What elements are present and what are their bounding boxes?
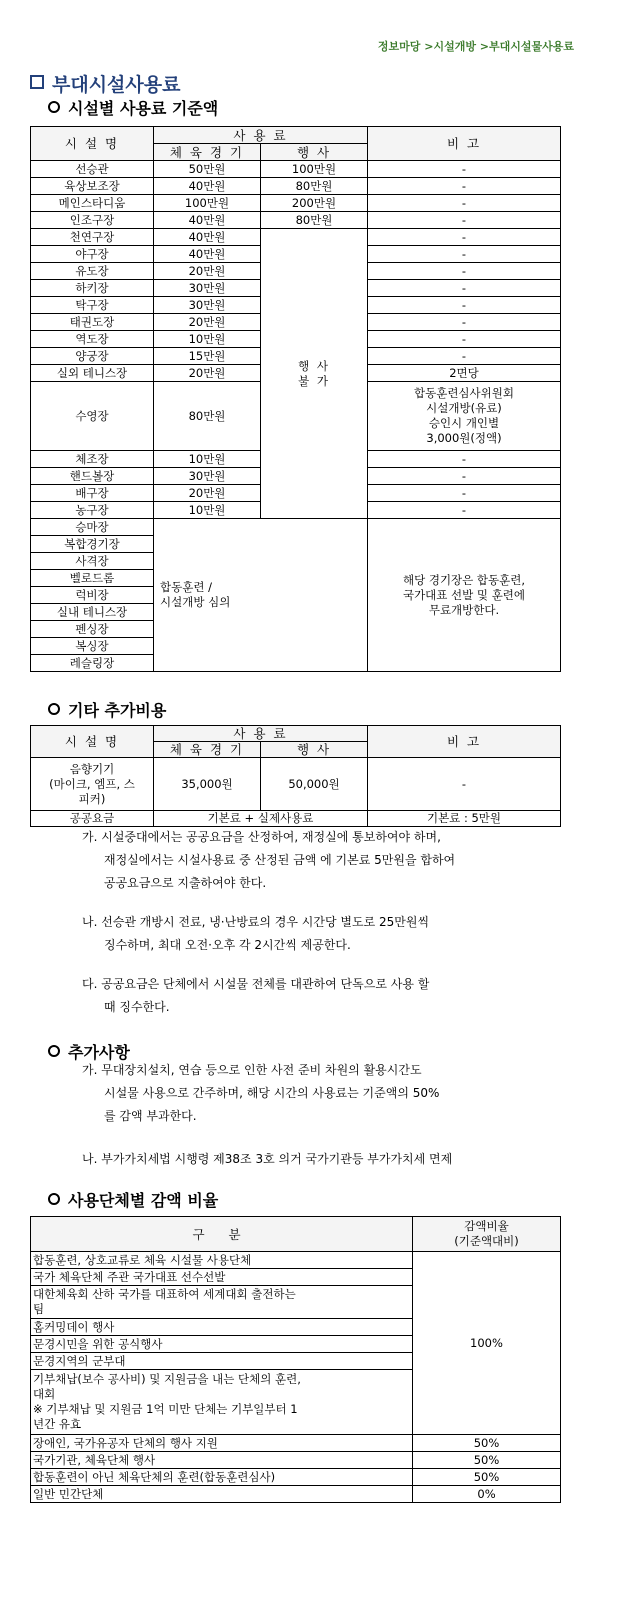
category: 기부채납(보수 공사비) 및 지원금을 내는 단체의 훈련, 대회 ※ 기부채납 및 지원금 1억 미만 단체는 기부일부터 1 년간 유효 xyxy=(31,1370,413,1435)
facility-name: 양궁장 xyxy=(31,348,154,365)
sports-fee: 20만원 xyxy=(154,314,261,331)
col-header-facility: 시 설 명 xyxy=(31,726,154,758)
category: 일반 민간단체 xyxy=(31,1486,413,1503)
remark: - xyxy=(368,195,561,212)
sports-fee: 10만원 xyxy=(154,451,261,468)
col-header-sports: 체 육 경 기 xyxy=(154,742,261,758)
remark: - xyxy=(368,229,561,246)
table-row xyxy=(31,161,561,178)
facility-name: 승마장 xyxy=(31,519,154,536)
table-row xyxy=(31,1486,561,1503)
facility-name: 유도장 xyxy=(31,263,154,280)
col-header-remarks: 비 고 xyxy=(368,726,561,758)
col-header-fee: 사 용 료 xyxy=(154,127,368,144)
review-fee: 합동훈련 / 시설개방 심의 xyxy=(154,519,368,672)
remark: 2면당 xyxy=(368,365,561,382)
remark: - xyxy=(368,246,561,263)
table-row xyxy=(31,1452,561,1469)
category: 합동훈련이 아닌 체육단체의 훈련(합동훈련심사) xyxy=(31,1469,413,1486)
sports-fee: 20만원 xyxy=(154,365,261,382)
additional-notes xyxy=(82,1059,562,1191)
rate: 0% xyxy=(413,1486,561,1503)
sports-fee: 20만원 xyxy=(154,263,261,280)
table-row xyxy=(31,811,561,827)
remark: - xyxy=(368,297,561,314)
page-title xyxy=(30,70,180,97)
event-fee: 80만원 xyxy=(261,212,368,229)
facility-name: 인조구장 xyxy=(31,212,154,229)
event-fee: 80만원 xyxy=(261,178,368,195)
sports-fee: 30만원 xyxy=(154,297,261,314)
facility-name: 육상보조장 xyxy=(31,178,154,195)
facility-name: 실외 테니스장 xyxy=(31,365,154,382)
category: 문경시민을 위한 공식행사 xyxy=(31,1336,413,1353)
table-row xyxy=(31,758,561,811)
sports-fee: 40만원 xyxy=(154,229,261,246)
note-paragraph: 가. 무대장치설치, 연습 등으로 인한 사전 준비 차원의 활용시간도 시설물 사용으로 간주하며, 해당 시간의 사용료는 기준액의 50% 를 감액 부과한다. xyxy=(82,1063,440,1123)
note-paragraph: 나. 부가가치세법 시행령 제38조 3호 의거 국가기관등 부가가치세 면제 xyxy=(82,1152,453,1166)
sports-fee: 40만원 xyxy=(154,212,261,229)
remark: - xyxy=(368,161,561,178)
rate: 50% xyxy=(413,1435,561,1452)
category: 장애인, 국가유공자 단체의 행사 지원 xyxy=(31,1435,413,1452)
circle-bullet-icon xyxy=(48,1045,60,1057)
section-heading-text: 사용단체별 감액 비율 xyxy=(68,1191,219,1210)
table-header-row xyxy=(31,726,561,742)
extra-notes xyxy=(82,826,562,1035)
circle-bullet-icon xyxy=(48,1193,60,1205)
facility-name: 실내 테니스장 xyxy=(31,604,154,621)
table-row xyxy=(31,1469,561,1486)
remark: - xyxy=(368,485,561,502)
sports-fee: 40만원 xyxy=(154,178,261,195)
remark: - xyxy=(368,348,561,365)
category: 국가 체육단체 주관 국가대표 선수선발 xyxy=(31,1269,413,1286)
note-paragraph: 가. 시설중대에서는 공공요금을 산정하여, 재정실에 통보하여야 하며, 재정실에서는 시설사용료 중 산정된 금액 에 기본료 5만원을 합하여 공공요금으로 지출하여야 한다. xyxy=(82,830,456,890)
remark: - xyxy=(368,758,561,811)
remark: - xyxy=(368,468,561,485)
section-heading-discount xyxy=(48,1188,218,1211)
facility-name: 천연구장 xyxy=(31,229,154,246)
category: 홈커밍데이 행사 xyxy=(31,1319,413,1336)
sports-fee: 100만원 xyxy=(154,195,261,212)
remark: - xyxy=(368,314,561,331)
table-row xyxy=(31,1435,561,1452)
table-header-row xyxy=(31,1217,561,1252)
breadcrumb[interactable]: 정보마당 >시설개방 >부대시설물사용료 xyxy=(377,40,574,53)
col-header-event: 행 사 xyxy=(261,742,368,758)
remark: 합동훈련심사위원회 시설개방(유료) 승인시 개인별 3,000원(정액) xyxy=(368,382,561,451)
circle-bullet-icon xyxy=(48,703,60,715)
page-title-text: 부대시설사용료 xyxy=(52,74,181,96)
extra-fee-table xyxy=(30,725,561,827)
review-remark: 해당 경기장은 합동훈련, 국가대표 선발 및 훈련에 무료개방한다. xyxy=(368,519,561,672)
sports-fee: 50만원 xyxy=(154,161,261,178)
event-unavailable: 행 사 불 가 xyxy=(261,229,368,519)
remark: 기본료 : 5만원 xyxy=(368,811,561,827)
col-header-remarks: 비 고 xyxy=(368,127,561,161)
event-fee: 200만원 xyxy=(261,195,368,212)
category: 대한체육회 산하 국가를 대표하여 세계대회 출전하는 팀 xyxy=(31,1286,413,1319)
facility-name: 메인스타디움 xyxy=(31,195,154,212)
section-heading-text: 기타 추가비용 xyxy=(68,701,167,720)
utility-fee: 기본료 + 실제사용료 xyxy=(154,811,368,827)
facility-name: 레슬링장 xyxy=(31,655,154,672)
rate: 100% xyxy=(413,1252,561,1435)
note-paragraph: 나. 선승관 개방시 전료, 냉·난방료의 경우 시간당 별도로 25만원씩 징수하며, 최대 오전·오후 각 2시간씩 제공한다. xyxy=(82,915,430,952)
sports-fee: 10만원 xyxy=(154,331,261,348)
category: 국가기관, 체육단체 행사 xyxy=(31,1452,413,1469)
facility-name: 핸드볼장 xyxy=(31,468,154,485)
rate: 50% xyxy=(413,1469,561,1486)
facility-name: 복싱장 xyxy=(31,638,154,655)
circle-bullet-icon xyxy=(48,101,60,113)
facility-name: 배구장 xyxy=(31,485,154,502)
col-header-fee: 사 용 료 xyxy=(154,726,368,742)
sports-fee: 15만원 xyxy=(154,348,261,365)
square-bullet-icon xyxy=(30,75,44,89)
facility-name: 음향기기 (마이크, 엠프, 스 피커) xyxy=(31,758,154,811)
section-heading-extra xyxy=(48,698,166,721)
section-heading-fees xyxy=(48,96,218,119)
table-row xyxy=(31,519,561,536)
facility-name: 농구장 xyxy=(31,502,154,519)
facility-name: 선승관 xyxy=(31,161,154,178)
facility-name: 복합경기장 xyxy=(31,536,154,553)
facility-name: 야구장 xyxy=(31,246,154,263)
discount-table xyxy=(30,1216,561,1503)
remark: - xyxy=(368,502,561,519)
facility-name: 공공요금 xyxy=(31,811,154,827)
col-header-category: 구 분 xyxy=(31,1217,413,1252)
facility-name: 체조장 xyxy=(31,451,154,468)
remark: - xyxy=(368,451,561,468)
sports-fee: 30만원 xyxy=(154,280,261,297)
table-header-row xyxy=(31,127,561,144)
remark: - xyxy=(368,263,561,280)
sports-fee: 20만원 xyxy=(154,485,261,502)
sports-fee: 30만원 xyxy=(154,468,261,485)
table-row xyxy=(31,195,561,212)
facility-name: 하키장 xyxy=(31,280,154,297)
table-row xyxy=(31,1252,561,1269)
note-paragraph: 다. 공공요금은 단체에서 시설물 전체를 대관하여 단독으로 사용 할 때 징수한다. xyxy=(82,977,430,1014)
section-heading-text: 추가사항 xyxy=(68,1043,130,1062)
event-fee: 50,000원 xyxy=(261,758,368,811)
table-row xyxy=(31,229,561,246)
remark: - xyxy=(368,280,561,297)
facility-name: 태권도장 xyxy=(31,314,154,331)
facility-name: 역도장 xyxy=(31,331,154,348)
facility-name: 사격장 xyxy=(31,553,154,570)
section-heading-text: 시설별 사용료 기준액 xyxy=(68,99,219,118)
facility-name: 벨로드롬 xyxy=(31,570,154,587)
event-fee: 100만원 xyxy=(261,161,368,178)
col-header-facility: 시 설 명 xyxy=(31,127,154,161)
table-row xyxy=(31,212,561,229)
remark: - xyxy=(368,331,561,348)
remark: - xyxy=(368,212,561,229)
table-row xyxy=(31,178,561,195)
facility-name: 수영장 xyxy=(31,382,154,451)
category: 합동훈련, 상호교류로 체육 시설물 사용단체 xyxy=(31,1252,413,1269)
col-header-rate: 감액비율 (기준액대비) xyxy=(413,1217,561,1252)
facility-name: 럭비장 xyxy=(31,587,154,604)
sports-fee: 40만원 xyxy=(154,246,261,263)
rate: 50% xyxy=(413,1452,561,1469)
facility-name: 펜싱장 xyxy=(31,621,154,638)
col-header-sports: 체 육 경 기 xyxy=(154,144,261,161)
sports-fee: 80만원 xyxy=(154,382,261,451)
fee-table xyxy=(30,126,561,672)
remark: - xyxy=(368,178,561,195)
sports-fee: 10만원 xyxy=(154,502,261,519)
category: 문경지역의 군부대 xyxy=(31,1353,413,1370)
sports-fee: 35,000원 xyxy=(154,758,261,811)
col-header-event: 행 사 xyxy=(261,144,368,161)
facility-name: 탁구장 xyxy=(31,297,154,314)
